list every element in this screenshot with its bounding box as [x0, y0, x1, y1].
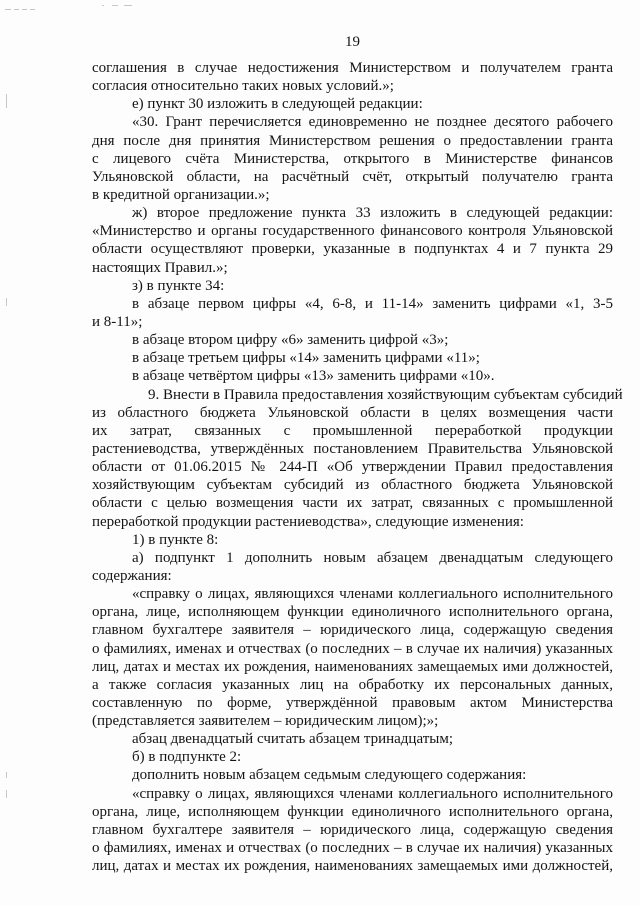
paragraph — [92, 766, 613, 784]
text-line: с лицевого счёта Министерства, открытого в Министерстве финансов — [92, 150, 613, 167]
paragraph — [92, 59, 613, 95]
text-line: абзац двенадцатый считать абзацем тринадцатым; — [132, 731, 454, 748]
text-line: области осуществляют проверки, указанные в подпунктах 4 и 7 пункта 29 — [92, 241, 613, 258]
text-line: в абзаце третьем цифры «14» заменить цифрами «11»; — [132, 350, 480, 367]
text-line: (представляется заявителем – юридическим лицом);»; — [92, 713, 439, 730]
document-body — [92, 59, 623, 875]
scan-mark — [6, 94, 7, 108]
text-line: о фамилиях, именах и отчествах (о последних – в случае их наличия) указанных — [92, 640, 613, 657]
scan-mark — [22, 9, 27, 10]
text-line: из областного бюджета Ульяновской области в целях возмещения части — [92, 404, 613, 421]
text-line: лиц, датах и местах их рождения, наименованиях замещаемых ими должностей, — [92, 858, 613, 875]
text-line: лиц, датах и местах их рождения, наименованиях замещаемых ими должностей, — [92, 658, 613, 675]
text-line: органа, лице, исполняющем функции единоличного исполнительного органа, — [92, 803, 613, 820]
scan-mark — [6, 298, 7, 306]
text-line: дополнить новым абзацем седьмым следующего содержания: — [132, 767, 527, 784]
paragraph — [92, 386, 623, 531]
text-line: «30. Грант перечисляется единовременно не позднее десятого рабочего — [132, 114, 613, 131]
scan-mark — [102, 5, 104, 6]
scan-mark — [14, 9, 19, 10]
text-line: соглашения в случае недостижения Министерством и получателем гранта — [92, 60, 613, 76]
text-line: главном бухгалтере заявителя – юридического лица, содержащую сведения — [92, 821, 613, 838]
text-line: переработкой продукции растениеводства», следующие изменения: — [92, 513, 524, 530]
text-line: о фамилиях, именах и отчествах (о последних – в случае их наличия) указанных — [92, 840, 613, 857]
text-line: главном бухгалтере заявителя – юридического лица, содержащую сведения — [92, 622, 613, 639]
text-line: хозяйствующим субъектам субсидий из областного бюджета Ульяновской — [92, 477, 613, 494]
paragraph — [92, 204, 613, 277]
text-line: Ульяновской области, на расчётный счёт, открытый получателю гранта — [92, 168, 613, 185]
paragraph — [92, 730, 613, 748]
text-line: е) пункт 30 изложить в следующей редакции: — [132, 96, 423, 113]
paragraph — [92, 95, 613, 113]
text-line: а) подпункт 1 дополнить новым абзацем двенадцатым следующего — [132, 549, 613, 566]
paragraph — [92, 367, 613, 385]
paragraph — [92, 549, 613, 585]
scan-mark — [30, 9, 35, 10]
text-line: дня после дня принятия Министерством решения о предоставлении гранта — [92, 132, 613, 149]
text-line: 1) в пункте 8: — [132, 531, 219, 548]
paragraph — [92, 295, 613, 331]
text-line: их затрат, связанных с промышленной переработкой продукции — [92, 422, 613, 439]
text-line: в абзаце четвёртом цифры «13» заменить цифрами «10». — [132, 368, 495, 385]
paragraph — [92, 277, 613, 295]
text-line: ж) второе предложение пункта 33 изложить в следующей редакции: — [132, 205, 613, 222]
page-number: 19 — [345, 34, 360, 50]
text-line: в абзаце втором цифру «6» заменить цифрой «3»; — [132, 332, 449, 349]
text-line: «справку о лицах, являющихся членами коллегиального исполнительного — [132, 785, 613, 802]
text-line: составленную по форме, утверждённой правовым актом Министерства — [92, 694, 613, 711]
text-line: в кредитной организации.»; — [92, 186, 270, 203]
text-line: органа, лице, исполняющем функции единоличного исполнительного органа, — [92, 604, 613, 621]
paragraph — [92, 349, 613, 367]
paragraph — [92, 113, 613, 204]
text-line: области от 01.06.2015 № 244-П «Об утверждении Правил предоставления — [92, 459, 613, 476]
text-line: 9. Внести в Правила предоставления хозяйствующим субъектам субсидий — [148, 386, 623, 403]
scan-mark — [124, 5, 132, 6]
scan-mark — [112, 5, 118, 6]
text-line: «Министерство и органы государственного финансового контроля Ульяновской — [92, 223, 613, 240]
text-line: настоящих Правил.»; — [92, 259, 228, 276]
text-line: б) в подпункте 2: — [132, 749, 242, 766]
text-line: «справку о лицах, являющихся членами коллегиального исполнительного — [132, 586, 613, 603]
paragraph — [92, 585, 613, 730]
scan-mark — [6, 772, 7, 778]
text-line: содержания: — [92, 567, 172, 584]
text-line: растениеводства, утверждённых постановлением Правительства Ульяновской — [92, 440, 613, 457]
text-line: а также согласия указанных лиц на обработку их персональных данных, — [92, 676, 613, 693]
text-line: и 8-11»; — [92, 313, 143, 330]
text-line: области с целью возмещения части их затрат, связанных с промышленной — [92, 495, 613, 512]
paragraph — [92, 531, 613, 549]
paragraph — [92, 748, 613, 766]
scan-mark — [6, 790, 7, 798]
text-line: в абзаце первом цифры «4, 6-8, и 11-14» заменить цифрами «1, 3-5 — [132, 295, 613, 312]
scan-mark — [5, 9, 11, 10]
text-line: согласия относительно таких новых условий.»; — [92, 78, 394, 95]
paragraph — [92, 331, 613, 349]
text-line: з) в пункте 34: — [132, 277, 225, 294]
paragraph — [92, 785, 613, 876]
